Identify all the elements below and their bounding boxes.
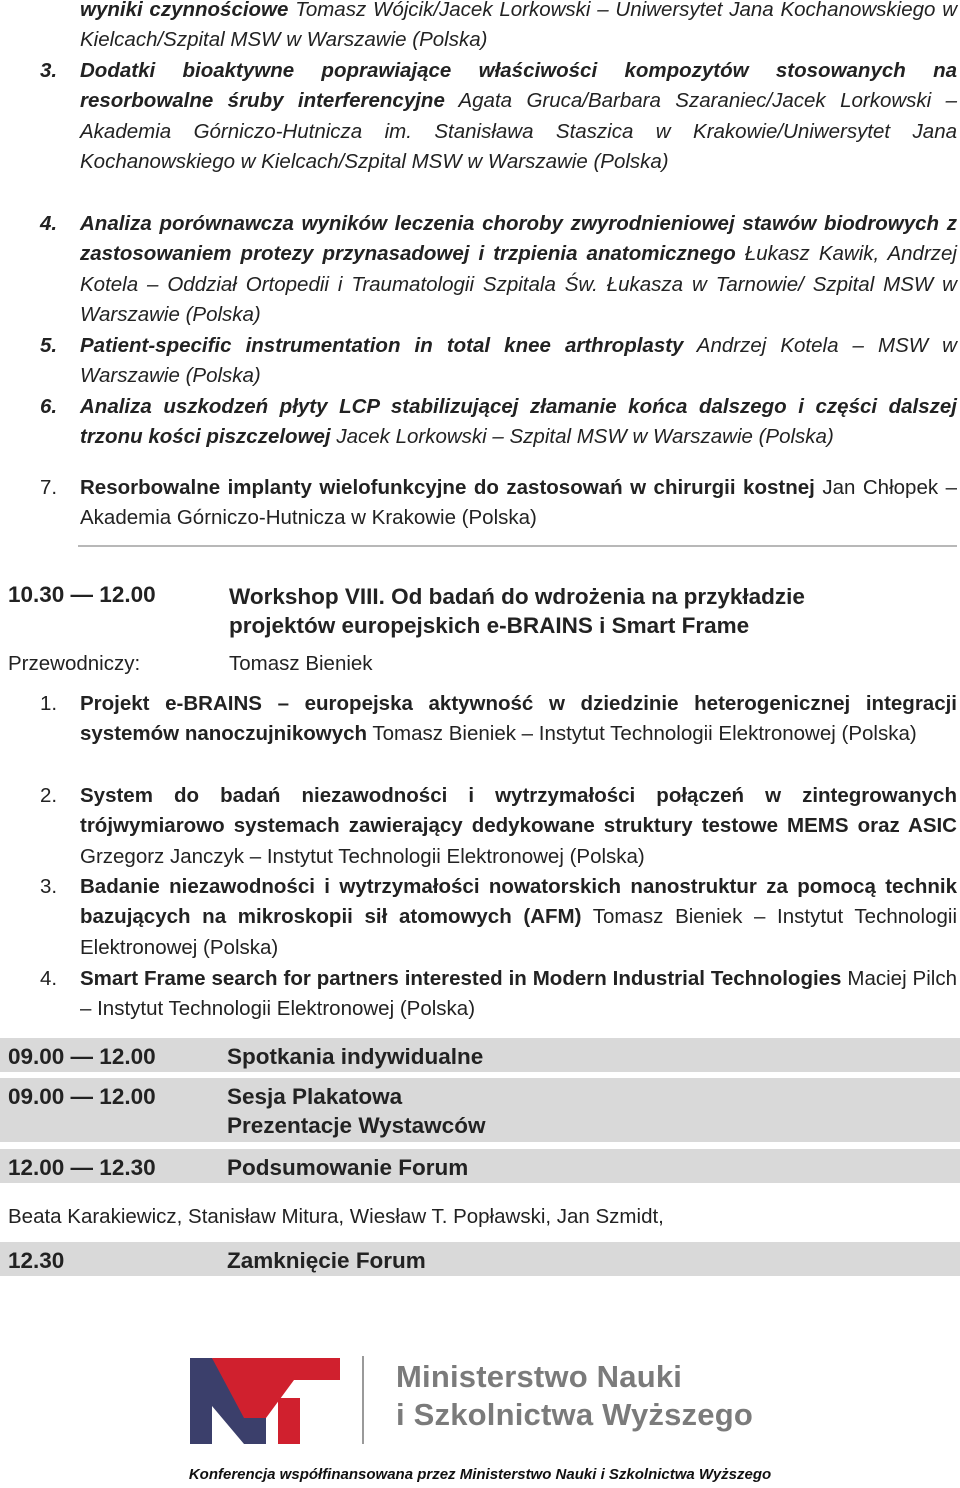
item-title: Badanie niezawodności i wytrzymałości nowatorskich nanostruktur za pomocą technik bazujących na mikroskopii sił atomowych (AFM) xyxy=(80,875,957,929)
ministry-logo-icon xyxy=(190,1358,340,1444)
schedule-time: 12.00 — 12.30 xyxy=(8,1155,156,1180)
schedule-row-summary xyxy=(0,1149,960,1183)
ministry-name xyxy=(396,1358,753,1434)
item-number: 7. xyxy=(40,476,58,499)
schedule-label xyxy=(227,1082,485,1140)
item-authors: Tomasz Wójcik/Jacek Lorkowski – Uniwersytet Jana Kochanowskiego w Kielcach/Szpital MSW w Warszawie (Polska) xyxy=(80,0,958,52)
workshop-title xyxy=(229,582,929,640)
workshop-item xyxy=(40,964,957,1025)
program-item xyxy=(40,331,957,392)
item-authors: Tomasz Bieniek – Instytut Technologii Elektronowej (Polska) xyxy=(80,905,958,959)
chair-name: Tomasz Bieniek xyxy=(229,652,373,675)
item-authors: Agata Gruca/Barbara Szaraniec/Jacek Lorkowski – Akademia Górniczo-Hutnicza im. Stanisława Staszica w Krakowie/Uniwersytet Jana Kochanowskiego w Kielcach/Szpital MSW w Warszawie (Polska) xyxy=(80,89,957,174)
item-title: Patient-specific instrumentation in total knee arthroplasty xyxy=(80,334,684,357)
item-authors: Tomasz Bieniek – Instytut Technologii Elektronowej (Polska) xyxy=(372,722,917,746)
schedule-label: Podsumowanie Forum xyxy=(227,1155,469,1180)
item-title: Analiza uszkodzeń płyty LCP stabilizującej złamanie końca dalszego i części dalszej trzonu kości piszczelowej xyxy=(80,395,957,449)
footer-note: Konferencja współfinansowana przez Ministerstwo Nauki i Szkolnictwa Wyższego xyxy=(188,1466,772,1483)
chair-label: Przewodniczy: xyxy=(8,652,141,675)
schedule-label-line: Prezentacje Wystawców xyxy=(227,1113,486,1138)
workshop-item xyxy=(40,781,957,872)
schedule-row-meetings xyxy=(0,1038,960,1072)
schedule-time: 09.00 — 12.00 xyxy=(8,1084,156,1109)
logo-divider xyxy=(362,1356,364,1444)
schedule-time: 09.00 — 12.00 xyxy=(8,1044,156,1069)
item-number: 2. xyxy=(40,784,58,807)
program-item xyxy=(80,0,957,56)
item-authors: Jacek Lorkowski – Szpital MSW w Warszawie (Polska) xyxy=(336,425,834,449)
schedule-label: Spotkania indywidualne xyxy=(227,1044,484,1069)
item-authors: Grzegorz Janczyk – Instytut Technologii Elektronowej (Polska) xyxy=(80,844,645,868)
schedule-row-posters xyxy=(0,1078,960,1142)
item-authors: Jan Chłopek – Akademia Górniczo-Hutnicza w Krakowie (Polska) xyxy=(80,476,957,530)
workshop-title-line: projektów europejskich e-BRAINS i Smart Frame xyxy=(229,613,750,638)
item-number: 4. xyxy=(40,212,58,235)
ministry-name-line: Ministerstwo Nauki xyxy=(396,1359,683,1394)
schedule-label-line: Sesja Plakatowa xyxy=(227,1084,403,1109)
workshop-title-line: Workshop VIII. Od badań do wdrożenia na przykładzie xyxy=(229,584,805,609)
item-number: 5. xyxy=(40,334,58,357)
ministry-name-line: i Szkolnictwa Wyższego xyxy=(396,1397,753,1432)
item-number: 3. xyxy=(40,59,58,82)
program-item xyxy=(40,209,957,331)
item-title: Smart Frame search for partners interested in Modern Industrial Technologies xyxy=(80,967,842,990)
item-title: Dodatki bioaktywne poprawiające właściwości kompozytów stosowanych na resorbowalne śruby interferencyjne xyxy=(80,59,957,113)
schedule-label: Zamknięcie Forum xyxy=(227,1248,426,1273)
item-number: 4. xyxy=(40,967,58,990)
item-title: wyniki czynnościowe xyxy=(80,0,289,21)
schedule-time: 12.30 xyxy=(8,1248,65,1273)
program-item xyxy=(40,473,957,534)
program-item xyxy=(40,392,957,453)
item-title: Analiza porównawcza wyników leczenia choroby zwyrodnieniowej stawów biodrowych z zastosowaniem protezy przynasadowej i trzpienia anatomicznego xyxy=(80,212,957,266)
program-item xyxy=(40,56,957,178)
item-number: 6. xyxy=(40,395,58,418)
item-title: System do badań niezawodności i wytrzymałości połączeń w zintegrowanych trójwymiarowo systemach zawierający dedykowane struktury testowe MEMS oraz ASIC xyxy=(80,784,957,838)
schedule-row-closing xyxy=(0,1242,960,1276)
workshop-time: 10.30 — 12.00 xyxy=(8,582,156,607)
item-authors: Maciej Pilch – Instytut Technologii Elektronowej (Polska) xyxy=(80,967,957,1021)
item-number: 1. xyxy=(40,692,58,715)
workshop-item xyxy=(40,689,957,750)
workshop-item xyxy=(40,872,958,963)
organizers-list: Beata Karakiewicz, Stanisław Mitura, Wiesław T. Popławski, Jan Szmidt, xyxy=(8,1205,664,1228)
item-authors: Łukasz Kawik, Andrzej Kotela – Oddział Ortopedii i Traumatologii Szpitala Św. Łukasza w Tarnowie/ Szpital MSW w Warszawie (Polska) xyxy=(80,242,957,327)
section-divider xyxy=(78,545,957,547)
item-number: 3. xyxy=(40,875,58,898)
item-authors: Andrzej Kotela – MSW w Warszawie (Polska) xyxy=(80,334,957,388)
logo-red-bar xyxy=(278,1398,300,1444)
item-title: Resorbowalne implanty wielofunkcyjne do zastosowań w chirurgii kostnej xyxy=(80,476,815,499)
item-title: Projekt e-BRAINS – europejska aktywność w dziedzinie heterogenicznej integracji systemów nanoczujnikowych xyxy=(80,692,957,746)
